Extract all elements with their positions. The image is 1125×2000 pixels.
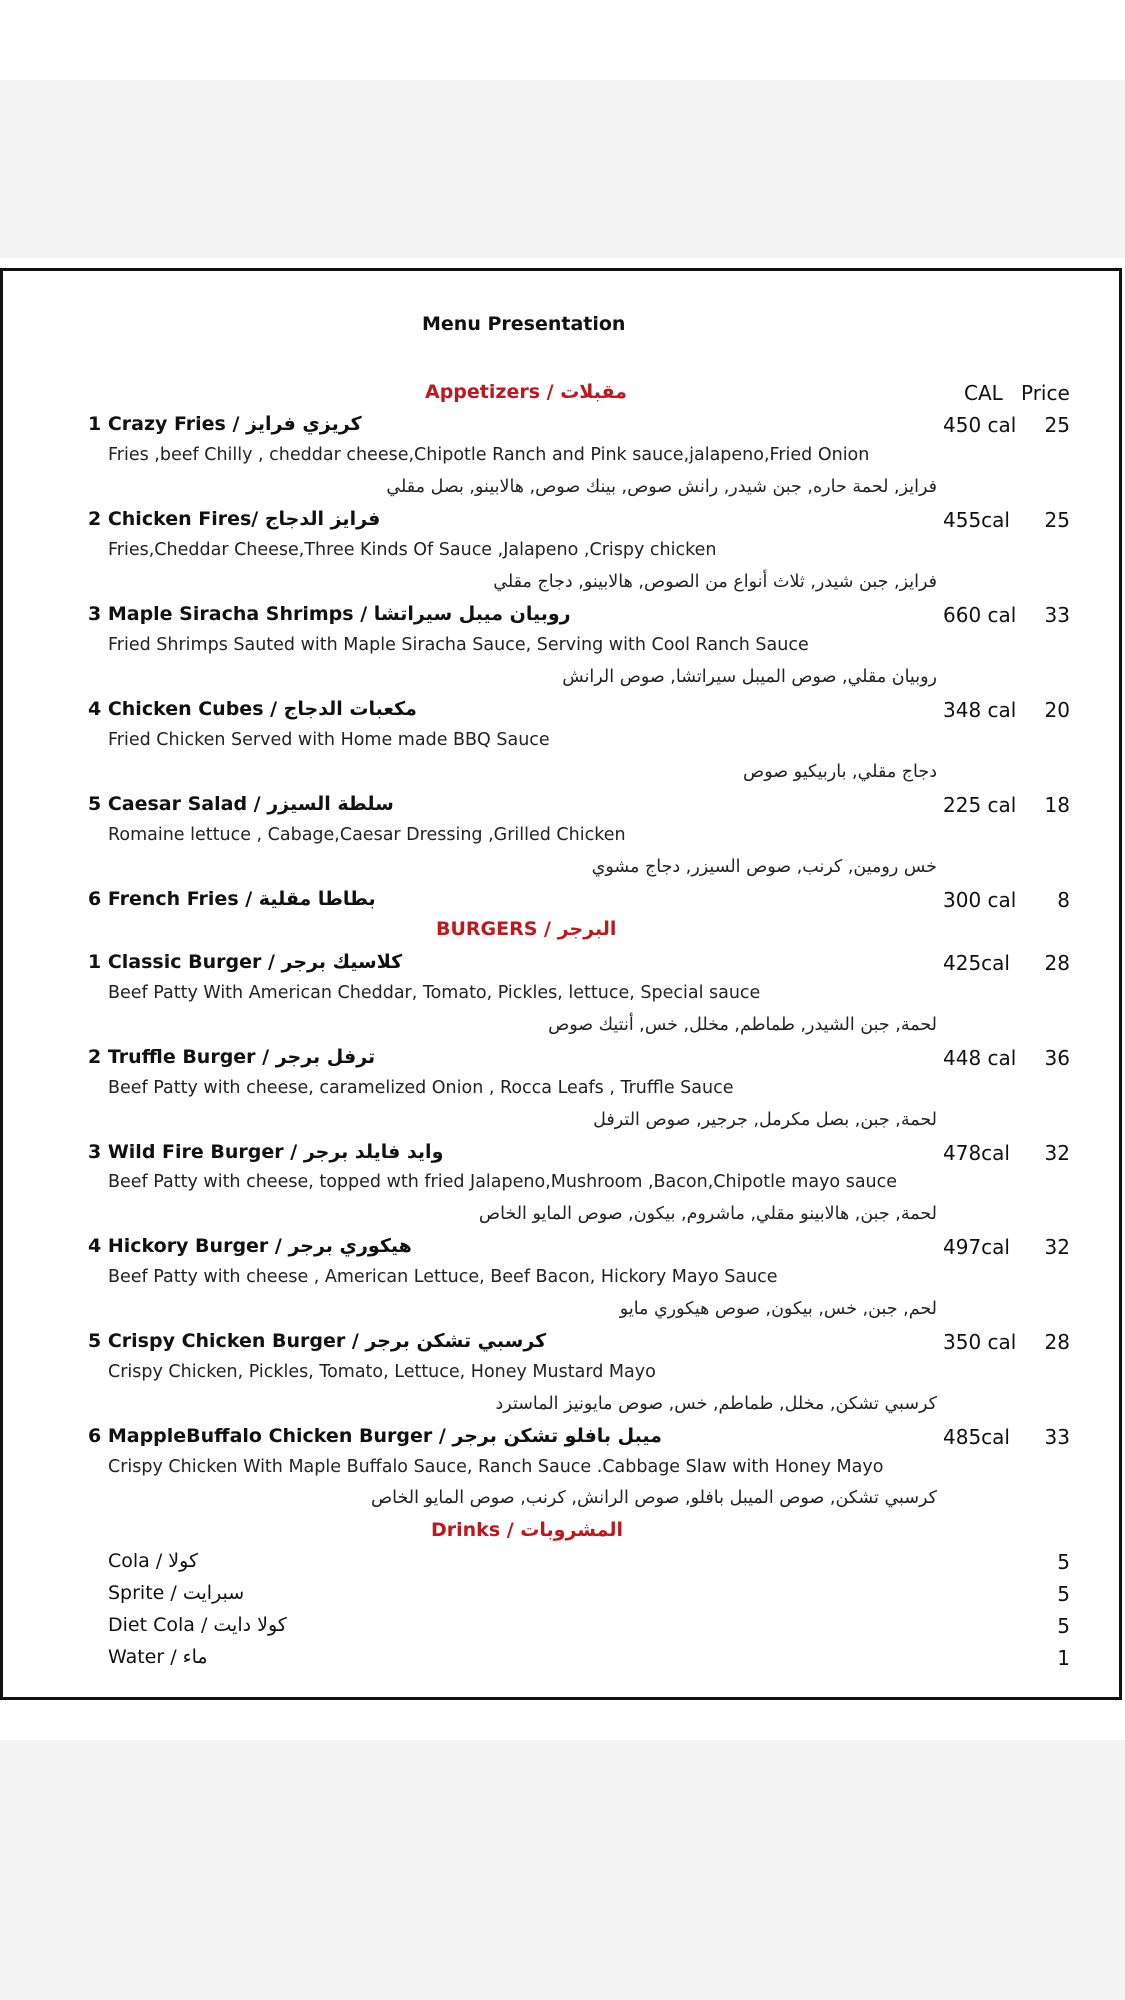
- menu-item-title: 3 Wild Fire Burger / وايد فايلد برجر: [88, 1141, 444, 1163]
- menu-item-price: 33: [1044, 1425, 1070, 1449]
- menu-item-price: 8: [1057, 888, 1070, 912]
- menu-item-calories: 350 cal: [943, 1330, 1017, 1354]
- drink-price: 1: [1057, 1646, 1070, 1670]
- menu-item-price: 20: [1044, 698, 1070, 722]
- menu-item-calories: 425cal: [943, 951, 1010, 975]
- document-title: Menu Presentation: [422, 313, 626, 335]
- menu-item-title: 6 French Fries / بطاطا مقلية: [88, 888, 376, 910]
- drink-price: 5: [1057, 1582, 1070, 1606]
- drink-item: Sprite / سبرايت: [108, 1582, 245, 1604]
- top-grey-margin: [0, 80, 1125, 258]
- menu-item-calories: 497cal: [943, 1235, 1010, 1259]
- top-blank-area: [0, 0, 1125, 80]
- menu-item-description: Beef Patty with cheese, topped wth fried Jalapeno,Mushroom ,Bacon,Chipotle mayo sauce: [108, 1172, 898, 1192]
- menu-item-title: 5 Crispy Chicken Burger / كرسبي تشكن برجر: [88, 1330, 547, 1352]
- menu-item-title: 3 Maple Siracha Shrimps / روبيان ميبل سيراتشا: [88, 603, 571, 625]
- menu-item-description-arabic: كرسبي تشكن, صوص الميبل بافلو, صوص الرانش, كرنب, صوص المايو الخاص: [370, 1488, 937, 1508]
- menu-item-description-arabic: كرسبي تشكن, مخلل, طماطم, خس, صوص مايونيز الماسترد: [495, 1394, 937, 1414]
- menu-item-description: Beef Patty with cheese , American Lettuce, Beef Bacon, Hickory Mayo Sauce: [108, 1267, 778, 1287]
- menu-item-price: 33: [1044, 603, 1070, 627]
- menu-item-calories: 450 cal: [943, 413, 1017, 437]
- menu-item-calories: 348 cal: [943, 698, 1017, 722]
- menu-item-price: 36: [1044, 1046, 1070, 1070]
- menu-item-description-arabic: لحمة, جبن الشيدر, طماطم, مخلل, خس, أنتيك صوص: [548, 1015, 937, 1035]
- menu-item-description: Romaine lettuce , Cabage,Caesar Dressing ,Grilled Chicken: [108, 825, 626, 845]
- menu-item-description-arabic: دجاج مقلي, باربيكيو صوص: [743, 762, 937, 782]
- menu-item-title: 2 Chicken Fires/ فرايز الدجاج: [88, 508, 381, 530]
- menu-item-description-arabic: روبيان مقلي, صوص الميبل سيراتشا, صوص الرانش: [562, 667, 937, 687]
- menu-item-description-arabic: لحم, جبن, خس, بيكون, صوص هيكوري مايو: [619, 1299, 937, 1319]
- drink-item: Water / ماء: [108, 1646, 208, 1668]
- menu-item-title: 4 Hickory Burger / هيكوري برجر: [88, 1235, 412, 1257]
- menu-item-description: Beef Patty with cheese, caramelized Onion , Rocca Leafs , Truffle Sauce: [108, 1078, 734, 1098]
- section-heading-appetizers: Appetizers / مقبلات: [425, 381, 627, 403]
- menu-item-price: 28: [1044, 1330, 1070, 1354]
- menu-item-price: 32: [1044, 1235, 1070, 1259]
- menu-item-calories: 478cal: [943, 1141, 1010, 1165]
- menu-item-title: 1 Crazy Fries / كريزي فرايز: [88, 413, 362, 435]
- bottom-grey-margin: [0, 1740, 1125, 2000]
- menu-item-calories: 485cal: [943, 1425, 1010, 1449]
- menu-item-description: Beef Patty With American Cheddar, Tomato, Pickles, lettuce, Special sauce: [108, 983, 761, 1003]
- menu-item-price: 28: [1044, 951, 1070, 975]
- menu-item-price: 32: [1044, 1141, 1070, 1165]
- menu-item-description-arabic: فرايز, جبن شيدر, ثلاث أنواع من الصوص, هالابينو, دجاج مقلي: [493, 572, 937, 592]
- drink-item: Diet Cola / كولا دايت: [108, 1614, 287, 1636]
- menu-item-description: Crispy Chicken, Pickles, Tomato, Lettuce, Honey Mustard Mayo: [108, 1362, 656, 1382]
- menu-item-calories: 225 cal: [943, 793, 1017, 817]
- section-heading-drinks: Drinks / المشروبات: [431, 1519, 624, 1541]
- menu-item-price: 25: [1044, 508, 1070, 532]
- drink-price: 5: [1057, 1614, 1070, 1638]
- menu-item-calories: 455cal: [943, 508, 1010, 532]
- menu-item-calories: 660 cal: [943, 603, 1017, 627]
- drink-price: 5: [1057, 1550, 1070, 1574]
- section-heading-burgers: BURGERS / البرجر: [436, 918, 617, 940]
- menu-item-title: 4 Chicken Cubes / مكعبات الدجاج: [88, 698, 417, 720]
- menu-item-title: 6 MappleBuffalo Chicken Burger / ميبل بافلو تشكن برجر: [88, 1425, 662, 1447]
- menu-item-description-arabic: فرايز, لحمة حاره, جبن شيدر, رانش صوص, بينك صوص, هالابينو, بصل مقلي: [386, 477, 937, 497]
- menu-item-title: 5 Caesar Salad / سلطة السيزر: [88, 793, 394, 815]
- menu-item-description: Crispy Chicken With Maple Buffalo Sauce, Ranch Sauce .Cabbage Slaw with Honey Mayo: [108, 1457, 884, 1477]
- menu-item-description: Fried Shrimps Sauted with Maple Siracha Sauce, Serving with Cool Ranch Sauce: [108, 635, 809, 655]
- menu-item-description: Fries ,beef Chilly , cheddar cheese,Chipotle Ranch and Pink sauce,jalapeno,Fried Onion: [108, 445, 870, 465]
- menu-item-title: 2 Truffle Burger / ترفل برجر: [88, 1046, 376, 1068]
- drink-item: Cola / كولا: [108, 1550, 198, 1572]
- menu-item-description: Fried Chicken Served with Home made BBQ Sauce: [108, 730, 550, 750]
- menu-item-price: 18: [1044, 793, 1070, 817]
- price-column-header: Price: [1021, 381, 1070, 405]
- menu-item-title: 1 Classic Burger / كلاسيك برجر: [88, 951, 403, 973]
- menu-item-description-arabic: لحمة, جبن, بصل مكرمل, جرجير, صوص الترفل: [593, 1110, 937, 1130]
- menu-item-description-arabic: لحمة, جبن, هالابينو مقلي, ماشروم, بيكون, صوص المايو الخاص: [478, 1204, 937, 1224]
- menu-item-calories: 300 cal: [943, 888, 1017, 912]
- menu-item-price: 25: [1044, 413, 1070, 437]
- menu-item-calories: 448 cal: [943, 1046, 1017, 1070]
- menu-item-description: Fries,Cheddar Cheese,Three Kinds Of Sauce ,Jalapeno ,Crispy chicken: [108, 540, 717, 560]
- cal-column-header: CAL: [964, 381, 1003, 405]
- menu-item-description-arabic: خس رومين, كرنب, صوص السيزر, دجاج مشوي: [591, 857, 937, 877]
